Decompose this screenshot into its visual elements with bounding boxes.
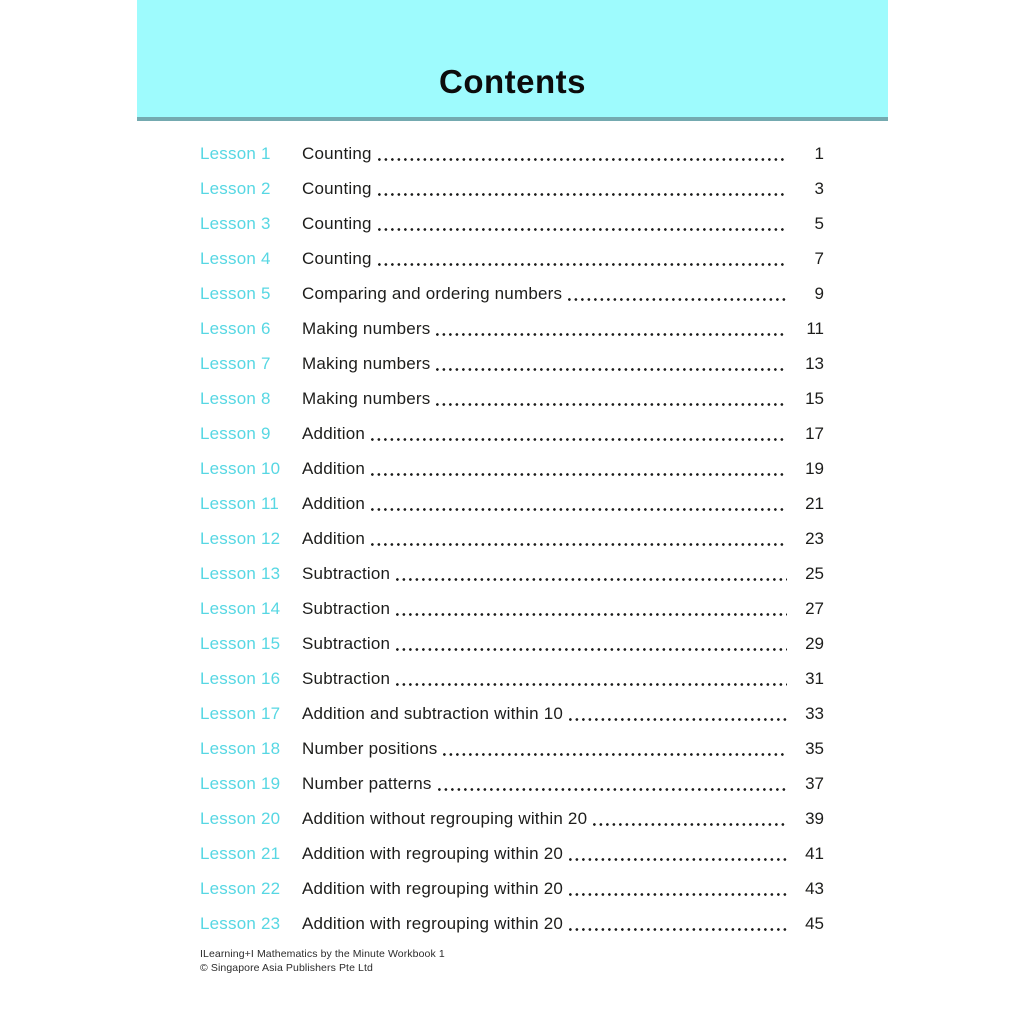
toc-row xyxy=(200,521,824,556)
toc-row xyxy=(200,311,824,346)
lesson-label: Lesson 8 xyxy=(200,389,271,408)
lesson-title: Subtraction xyxy=(302,634,391,653)
page-number: 33 xyxy=(805,704,824,723)
page-number: 19 xyxy=(805,459,824,478)
page-number: 29 xyxy=(805,634,824,653)
lesson-label: Lesson 6 xyxy=(200,319,271,338)
page-number: 5 xyxy=(814,214,824,233)
toc-row xyxy=(200,626,824,661)
dotted-leader xyxy=(436,368,787,371)
lesson-title: Addition and subtraction within 10 xyxy=(302,704,564,723)
lesson-label: Lesson 18 xyxy=(200,739,281,758)
page-number: 41 xyxy=(805,844,824,863)
toc-row xyxy=(200,171,824,206)
lesson-title: Addition xyxy=(302,529,366,548)
toc-row xyxy=(200,241,824,276)
toc-row xyxy=(200,591,824,626)
lesson-label: Lesson 9 xyxy=(200,424,271,443)
dotted-leader xyxy=(371,438,787,441)
toc-row xyxy=(200,731,824,766)
toc-row xyxy=(200,556,824,591)
lesson-label: Lesson 15 xyxy=(200,634,281,653)
page-number: 1 xyxy=(814,144,824,163)
page-number: 9 xyxy=(814,284,824,303)
lesson-title: Addition with regrouping within 20 xyxy=(302,914,564,933)
dotted-leader xyxy=(378,158,787,161)
page-number: 35 xyxy=(805,739,824,758)
toc-row xyxy=(200,206,824,241)
page-number: 13 xyxy=(805,354,824,373)
page-number: 7 xyxy=(814,249,824,268)
dotted-leader xyxy=(396,648,787,651)
lesson-title: Addition xyxy=(302,459,366,478)
dotted-leader xyxy=(443,753,787,756)
toc-row xyxy=(200,906,824,941)
lesson-title: Counting xyxy=(302,179,372,198)
lesson-title: Number patterns xyxy=(302,774,432,793)
lesson-label: Lesson 4 xyxy=(200,249,271,268)
lesson-title: Counting xyxy=(302,214,372,233)
toc-row xyxy=(200,416,824,451)
dotted-leader xyxy=(436,333,787,336)
lesson-label: Lesson 2 xyxy=(200,179,271,198)
dotted-leader xyxy=(378,263,787,266)
dotted-leader xyxy=(378,193,787,196)
toc-row xyxy=(200,661,824,696)
lesson-title: Counting xyxy=(302,249,372,268)
lesson-title: Addition with regrouping within 20 xyxy=(302,844,564,863)
lesson-label: Lesson 12 xyxy=(200,529,281,548)
lesson-title: Addition xyxy=(302,424,366,443)
lesson-title: Counting xyxy=(302,144,372,163)
dotted-leader xyxy=(593,823,787,826)
lesson-title: Comparing and ordering numbers xyxy=(302,284,563,303)
dotted-leader xyxy=(396,683,787,686)
toc-row xyxy=(200,276,824,311)
dotted-leader xyxy=(568,298,787,301)
page-title: Contents xyxy=(439,63,586,100)
lesson-title: Subtraction xyxy=(302,669,391,688)
page-number: 43 xyxy=(805,879,824,898)
page-number: 27 xyxy=(805,599,824,618)
contents-header-band xyxy=(137,0,888,121)
lesson-label: Lesson 19 xyxy=(200,774,281,793)
dotted-leader xyxy=(371,543,787,546)
lesson-title: Number positions xyxy=(302,739,438,758)
toc-row xyxy=(200,451,824,486)
dotted-leader xyxy=(436,403,787,406)
lesson-label: Lesson 21 xyxy=(200,844,281,863)
lesson-title: Addition with regrouping within 20 xyxy=(302,879,564,898)
page-number: 31 xyxy=(805,669,824,688)
lesson-label: Lesson 23 xyxy=(200,914,281,933)
page-number: 25 xyxy=(805,564,824,583)
lesson-label: Lesson 14 xyxy=(200,599,281,618)
toc-row xyxy=(200,696,824,731)
dotted-leader xyxy=(569,858,787,861)
lesson-label: Lesson 5 xyxy=(200,284,271,303)
page-number: 17 xyxy=(805,424,824,443)
page-number: 3 xyxy=(814,179,824,198)
dotted-leader xyxy=(371,508,787,511)
lesson-label: Lesson 22 xyxy=(200,879,281,898)
dotted-leader xyxy=(569,718,787,721)
dotted-leader xyxy=(378,228,787,231)
footer-copyright: © Singapore Asia Publishers Pte Ltd xyxy=(200,962,373,974)
toc-list xyxy=(200,136,824,941)
lesson-label: Lesson 11 xyxy=(200,494,279,513)
lesson-label: Lesson 10 xyxy=(200,459,281,478)
toc-row xyxy=(200,381,824,416)
dotted-leader xyxy=(438,788,787,791)
toc-row xyxy=(200,136,824,171)
lesson-label: Lesson 3 xyxy=(200,214,271,233)
footer-book-title: ILearning+I Mathematics by the Minute Workbook 1 xyxy=(200,948,445,960)
lesson-label: Lesson 1 xyxy=(200,144,271,163)
page-number: 39 xyxy=(805,809,824,828)
lesson-title: Addition without regrouping within 20 xyxy=(302,809,588,828)
page-number: 21 xyxy=(805,494,824,513)
lesson-title: Making numbers xyxy=(302,354,431,373)
toc-row xyxy=(200,766,824,801)
page-number: 11 xyxy=(806,319,824,338)
toc-row xyxy=(200,836,824,871)
lesson-label: Lesson 13 xyxy=(200,564,281,583)
dotted-leader xyxy=(396,578,787,581)
page-number: 37 xyxy=(805,774,824,793)
lesson-title: Addition xyxy=(302,494,366,513)
lesson-label: Lesson 17 xyxy=(200,704,281,723)
lesson-title: Making numbers xyxy=(302,389,431,408)
dotted-leader xyxy=(569,928,787,931)
toc-row xyxy=(200,486,824,521)
page-number: 23 xyxy=(805,529,824,548)
page-number: 15 xyxy=(805,389,824,408)
toc-row xyxy=(200,871,824,906)
toc-row xyxy=(200,801,824,836)
page-number: 45 xyxy=(805,914,824,933)
lesson-label: Lesson 7 xyxy=(200,354,271,373)
footer xyxy=(200,947,445,975)
dotted-leader xyxy=(371,473,787,476)
lesson-label: Lesson 16 xyxy=(200,669,281,688)
lesson-title: Making numbers xyxy=(302,319,431,338)
dotted-leader xyxy=(569,893,787,896)
lesson-label: Lesson 20 xyxy=(200,809,281,828)
lesson-title: Subtraction xyxy=(302,599,391,618)
lesson-title: Subtraction xyxy=(302,564,391,583)
toc-row xyxy=(200,346,824,381)
dotted-leader xyxy=(396,613,787,616)
